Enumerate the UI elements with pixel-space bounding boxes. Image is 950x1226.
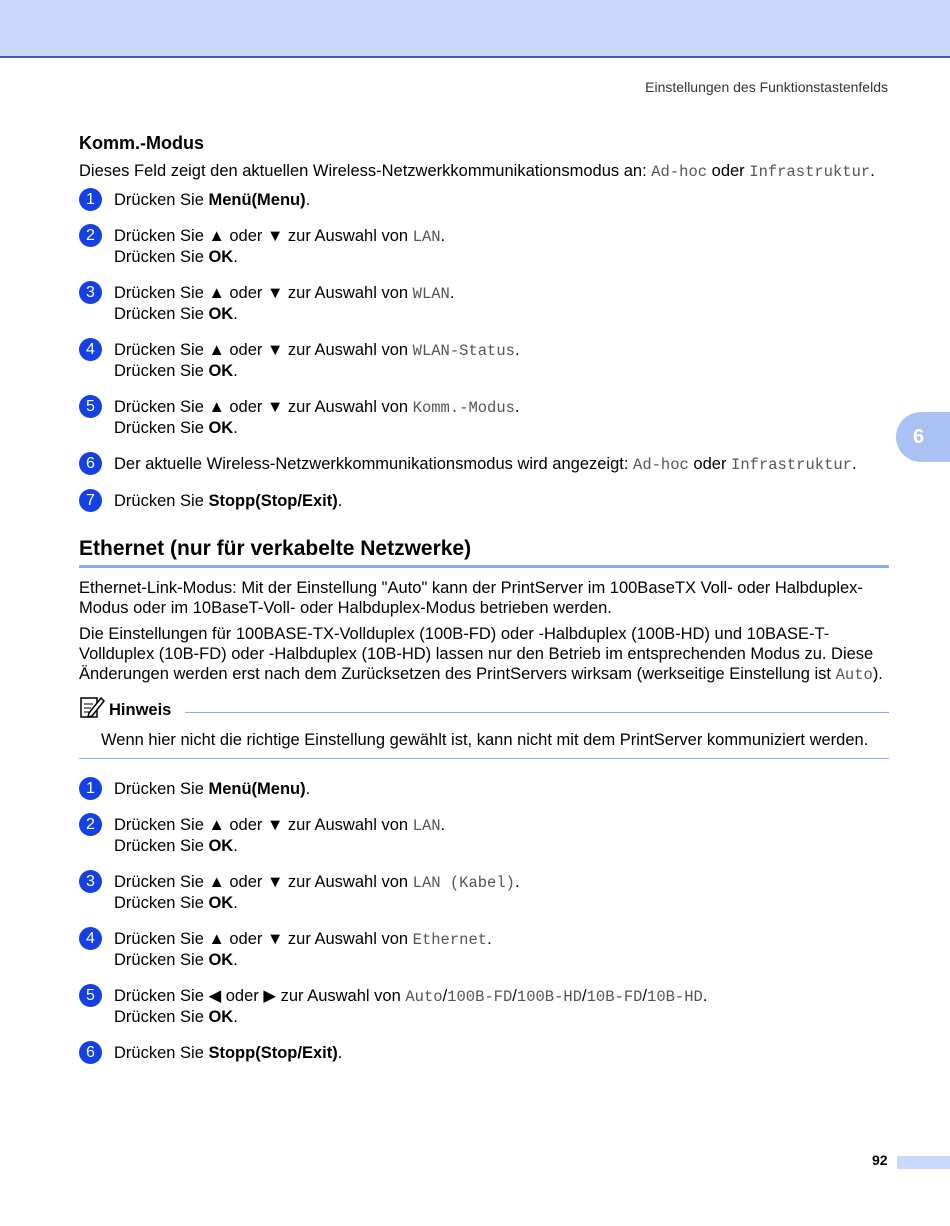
step-number-icon: 6	[79, 1041, 102, 1064]
step-text: /	[442, 987, 448, 1005]
step-text: .	[233, 1008, 238, 1026]
ethernet-step-3	[79, 872, 889, 913]
step-text: .	[233, 837, 238, 855]
step-text: .	[233, 894, 238, 912]
step-number-icon: 4	[79, 927, 102, 950]
step-number-icon: 3	[79, 870, 102, 893]
step-text: Drücken Sie ▲ oder ▼ zur Auswahl von	[114, 816, 413, 834]
key-label: OK	[208, 1008, 234, 1026]
step-number-icon: 2	[79, 813, 102, 836]
step-text: .	[337, 492, 343, 510]
step-text: /	[642, 987, 648, 1005]
step-text: .	[514, 398, 520, 416]
menu-value: LAN	[412, 228, 441, 246]
note-pencil-icon	[79, 695, 105, 724]
intro-text: .	[870, 162, 875, 180]
step-text: /	[512, 987, 517, 1005]
step-text: Drücken Sie ▲ oder ▼ zur Auswahl von	[114, 341, 413, 359]
note-divider	[185, 712, 889, 713]
key-label: Menü(Menu)	[208, 191, 306, 209]
step-text: Der aktuelle Wireless-Netzwerkkommunikationsmodus wird angezeigt:	[114, 455, 634, 473]
key-label: Stopp(Stop/Exit)	[208, 492, 338, 510]
step-text: Drücken Sie	[114, 191, 209, 209]
menu-value: WLAN-Status	[412, 342, 515, 360]
key-label: OK	[208, 894, 234, 912]
step-text: Drücken Sie	[114, 419, 209, 437]
key-label: OK	[208, 362, 234, 380]
step-text: .	[233, 362, 238, 380]
key-label: OK	[208, 837, 234, 855]
section-intro	[79, 161, 889, 182]
step-text: .	[487, 930, 492, 948]
menu-value: Ad-hoc	[633, 456, 689, 474]
note-label: Hinweis	[109, 700, 172, 719]
ethernet-step-5	[79, 986, 889, 1027]
para-value-auto: Auto	[835, 666, 873, 684]
step-text: .	[233, 419, 238, 437]
note-text: Wenn hier nicht die richtige Einstellung gewählt ist, kann nicht mit dem PrintServer kommuniziert werden.	[79, 730, 889, 759]
menu-value: Infrastruktur	[731, 456, 852, 474]
komm-step-7	[79, 491, 889, 511]
step-text: .	[514, 341, 520, 359]
chapter-tab: 6	[896, 412, 950, 462]
step-text: .	[233, 305, 238, 323]
step-number-icon: 1	[79, 188, 102, 211]
menu-value: WLAN	[412, 285, 450, 303]
step-text: .	[851, 455, 857, 473]
ethernet-step-1	[79, 779, 889, 799]
step-text: Drücken Sie	[114, 1044, 209, 1062]
step-number-icon: 2	[79, 224, 102, 247]
step-text: /	[582, 987, 587, 1005]
step-text: Drücken Sie ▲ oder ▼ zur Auswahl von	[114, 284, 413, 302]
header-band	[0, 0, 950, 58]
menu-value: Komm.-Modus	[412, 399, 515, 417]
step-text: Drücken Sie	[114, 837, 209, 855]
intro-value-infra: Infrastruktur	[749, 163, 871, 181]
menu-value: LAN	[412, 817, 441, 835]
key-label: Stopp(Stop/Exit)	[208, 1044, 338, 1062]
step-number-icon: 1	[79, 777, 102, 800]
step-text: Drücken Sie ▲ oder ▼ zur Auswahl von	[114, 930, 413, 948]
key-label: OK	[208, 305, 234, 323]
step-text: Drücken Sie	[114, 362, 209, 380]
step-text: Drücken Sie ◀ oder ▶ zur Auswahl von	[114, 987, 406, 1005]
ethernet-step-2	[79, 815, 889, 856]
menu-value: 10B-FD	[586, 988, 643, 1006]
intro-text: Dieses Feld zeigt den aktuellen Wireless-Netzwerkkommunikationsmodus an:	[79, 162, 652, 180]
step-text: Drücken Sie	[114, 1008, 209, 1026]
step-number-icon: 5	[79, 984, 102, 1007]
ethernet-para-1: Ethernet-Link-Modus: Mit der Einstellung "Auto" kann der PrintServer im 100BaseTX Voll- oder Halbduplex-Modus oder im 10BaseT-Voll- oder Halbduplex-Modus betrieben werden.	[79, 579, 863, 617]
page-content	[79, 133, 889, 1079]
step-text: Drücken Sie	[114, 951, 209, 969]
menu-value: 10B-HD	[647, 988, 703, 1006]
key-label: Menü(Menu)	[208, 780, 306, 798]
intro-value-adhoc: Ad-hoc	[651, 163, 708, 181]
step-text: .	[233, 248, 238, 266]
para-text: Die Einstellungen für 100BASE-TX-Vollduplex (100B-FD) oder -Halbduplex (100B-HD) und 10BASE-T-Vollduplex (10B-FD) oder -Halbduplex (10B-HD) lassen nur den Betrieb im entsprechenden Modus zu. Diese Änderungen werden erst nach dem Zurücksetzen des PrintServers wirksam (werkseitige Einstellung ist	[79, 625, 874, 683]
menu-value: LAN (Kabel)	[412, 874, 515, 892]
step-text: .	[305, 191, 311, 209]
komm-step-2	[79, 226, 889, 267]
menu-value: 100B-HD	[516, 988, 583, 1006]
menu-value: 100B-FD	[447, 988, 513, 1006]
step-text: .	[514, 873, 520, 891]
step-number-icon: 5	[79, 395, 102, 418]
step-text: .	[305, 780, 311, 798]
step-number-icon: 4	[79, 338, 102, 361]
intro-text: oder	[707, 162, 750, 180]
step-text: .	[440, 227, 446, 245]
step-list-ethernet	[79, 779, 889, 1063]
komm-step-1	[79, 190, 889, 210]
komm-step-6	[79, 454, 889, 475]
step-text: Drücken Sie ▲ oder ▼ zur Auswahl von	[114, 398, 413, 416]
step-text: .	[337, 1044, 343, 1062]
section-heading-komm-modus: Komm.-Modus	[79, 133, 204, 153]
key-label: OK	[208, 419, 234, 437]
step-number-icon: 6	[79, 452, 102, 475]
menu-value: Auto	[405, 988, 443, 1006]
page-number: 92	[872, 1152, 888, 1168]
step-text: Drücken Sie ▲ oder ▼ zur Auswahl von	[114, 873, 413, 891]
step-text: .	[233, 951, 238, 969]
section-heading-ethernet: Ethernet (nur für verkabelte Netzwerke)	[79, 539, 889, 568]
ethernet-step-4	[79, 929, 889, 970]
step-text: .	[440, 816, 446, 834]
komm-step-4	[79, 340, 889, 381]
step-number-icon: 3	[79, 281, 102, 304]
ethernet-step-6	[79, 1043, 889, 1063]
running-header: Einstellungen des Funktionstastenfelds	[645, 79, 888, 95]
para-text: ).	[872, 665, 883, 683]
key-label: OK	[208, 951, 234, 969]
step-text: Drücken Sie	[114, 248, 209, 266]
key-label: OK	[208, 248, 234, 266]
page-number-bar	[897, 1156, 950, 1169]
ethernet-para-2	[79, 624, 889, 685]
step-text: Drücken Sie	[114, 894, 209, 912]
step-text: .	[702, 987, 708, 1005]
komm-step-5	[79, 397, 889, 438]
step-text: Drücken Sie	[114, 492, 209, 510]
komm-step-3	[79, 283, 889, 324]
step-text: Drücken Sie	[114, 305, 209, 323]
step-number-icon: 7	[79, 489, 102, 512]
step-list-komm-modus	[79, 190, 889, 511]
menu-value: Ethernet	[412, 931, 488, 949]
step-text: .	[449, 284, 455, 302]
note-box	[79, 695, 889, 759]
step-text: Drücken Sie	[114, 780, 209, 798]
step-text: oder	[688, 455, 732, 473]
step-text: Drücken Sie ▲ oder ▼ zur Auswahl von	[114, 227, 413, 245]
